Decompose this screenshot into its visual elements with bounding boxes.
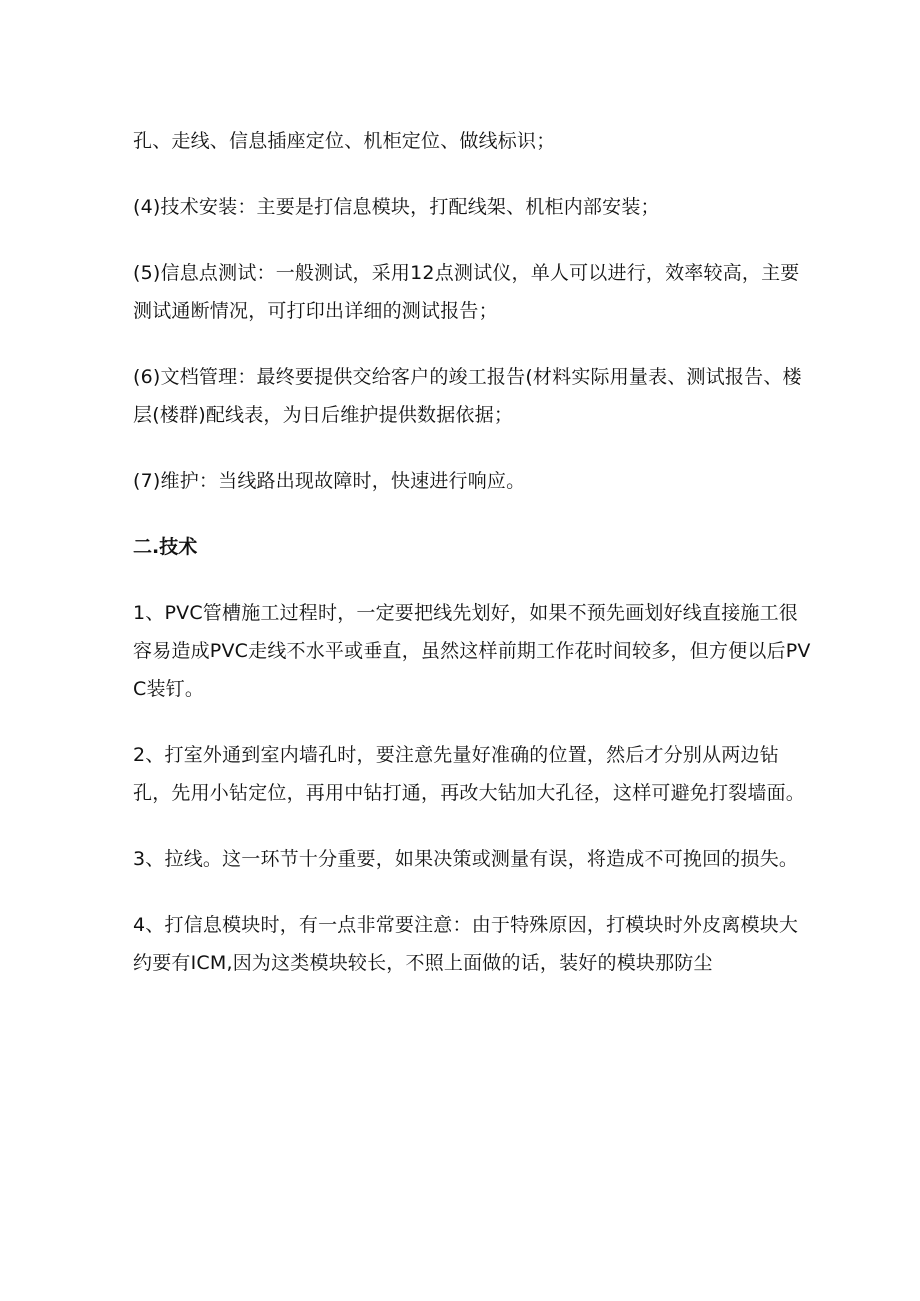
paragraph-tech-2: 2、打室外通到室内墙孔时，要注意先量好准确的位置，然后才分别从两边钻孔，先用小钻定位，再用中钻打通，再改大钻加大孔径，这样可避免打裂墙面。 xyxy=(133,744,806,804)
document-body xyxy=(133,122,813,982)
paragraph-tech-4: 4、打信息模块时，有一点非常要注意：由于特殊原因，打模块时外皮离模块大约要有ICM,因为这类模块较长，不照上面做的话，装好的模块那防尘 xyxy=(133,914,799,974)
paragraph-tech-1: 1、PVC管槽施工过程时，一定要把线先划好，如果不预先画划好线直接施工很容易造成PVC走线不水平或垂直，虽然这样前期工作花时间较多，但方便以后PVC装钉。 xyxy=(133,602,811,700)
paragraph-item-6: (6)文档管理：最终要提供交给客户的竣工报告(材料实际用量表、测试报告、楼层(楼群)配线表，为日后维护提供数据依据； xyxy=(133,366,802,426)
paragraph-item-4: (4)技术安装：主要是打信息模块，打配线架、机柜内部安装； xyxy=(133,196,660,218)
section-heading: 二.技术 xyxy=(133,536,198,558)
paragraph-tech-3: 3、拉线。这一环节十分重要，如果决策或测量有误，将造成不可挽回的损失。 xyxy=(133,848,799,870)
paragraph-item-7: (7)维护：当线路出现故障时，快速进行响应。 xyxy=(133,470,526,492)
paragraph-continuation: 孔、走线、信息插座定位、机柜定位、做线标识； xyxy=(133,130,556,152)
paragraph-item-5: (5)信息点测试：一般测试，采用12点测试仪，单人可以进行，效率较高，主要测试通断情况，可打印出详细的测试报告； xyxy=(133,262,800,322)
